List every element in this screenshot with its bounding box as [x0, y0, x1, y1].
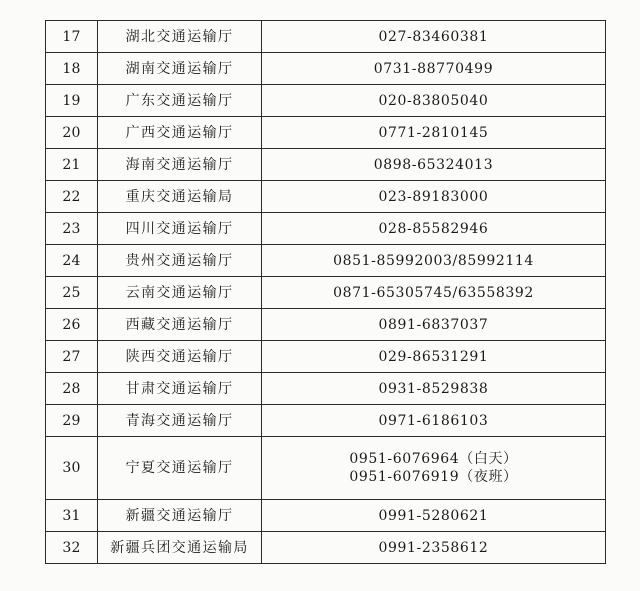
- organization-cell: 宁夏交通运输厅: [98, 437, 262, 500]
- row-number-cell: 26: [46, 309, 98, 341]
- contact-table-body: [46, 21, 606, 564]
- table-row: [46, 437, 606, 500]
- phone-cell: [262, 277, 606, 309]
- table-row: [46, 149, 606, 181]
- organization-cell: 广东交通运输厅: [98, 85, 262, 117]
- row-number-cell: 17: [46, 21, 98, 53]
- phone-number: 0851-85992003/85992114: [333, 252, 534, 269]
- row-number-cell: 23: [46, 213, 98, 245]
- phone-number: 0971-6186103: [378, 412, 489, 429]
- phone-number: 029-86531291: [378, 348, 489, 365]
- row-number-cell: 32: [46, 532, 98, 564]
- phone-cell: [262, 373, 606, 405]
- phone-number: 0771-2810145: [378, 124, 489, 141]
- phone-number: 028-85582946: [378, 220, 489, 237]
- phone-cell: [262, 117, 606, 149]
- row-number-cell: 24: [46, 245, 98, 277]
- row-number-cell: 31: [46, 500, 98, 532]
- row-number-cell: 30: [46, 437, 98, 500]
- table-row: [46, 181, 606, 213]
- row-number-cell: 21: [46, 149, 98, 181]
- row-number-cell: 20: [46, 117, 98, 149]
- row-number-cell: 19: [46, 85, 98, 117]
- phone-cell: [262, 21, 606, 53]
- table-row: [46, 117, 606, 149]
- phone-cell: [262, 341, 606, 373]
- organization-cell: 重庆交通运输局: [98, 181, 262, 213]
- organization-cell: 青海交通运输厅: [98, 405, 262, 437]
- table-row: [46, 532, 606, 564]
- phone-cell: [262, 405, 606, 437]
- phone-number: 023-89183000: [378, 188, 489, 205]
- row-number-cell: 25: [46, 277, 98, 309]
- row-number-cell: 22: [46, 181, 98, 213]
- table-row: [46, 85, 606, 117]
- contact-table: [45, 20, 606, 564]
- row-number-cell: 27: [46, 341, 98, 373]
- phone-number: 0991-5280621: [378, 507, 489, 524]
- table-row: [46, 21, 606, 53]
- phone-cell: [262, 437, 606, 500]
- table-row: [46, 405, 606, 437]
- table-row: [46, 53, 606, 85]
- table-row: [46, 500, 606, 532]
- table-row: [46, 341, 606, 373]
- phone-number: 0931-8529838: [378, 380, 489, 397]
- phone-cell: [262, 85, 606, 117]
- row-number-cell: 29: [46, 405, 98, 437]
- phone-cell: [262, 532, 606, 564]
- organization-cell: 湖北交通运输厅: [98, 21, 262, 53]
- table-row: [46, 309, 606, 341]
- phone-cell: [262, 181, 606, 213]
- organization-cell: 四川交通运输厅: [98, 213, 262, 245]
- phone-cell: [262, 213, 606, 245]
- table-row: [46, 373, 606, 405]
- table-row: [46, 277, 606, 309]
- phone-number: 027-83460381: [378, 28, 489, 45]
- organization-cell: 西藏交通运输厅: [98, 309, 262, 341]
- phone-number: 0951-6076919（夜班）: [349, 469, 518, 485]
- organization-cell: 甘肃交通运输厅: [98, 373, 262, 405]
- organization-cell: 陕西交通运输厅: [98, 341, 262, 373]
- row-number-cell: 18: [46, 53, 98, 85]
- phone-number: 0871-65305745/63558392: [333, 284, 534, 301]
- organization-cell: 贵州交通运输厅: [98, 245, 262, 277]
- row-number-cell: 28: [46, 373, 98, 405]
- organization-cell: 广西交通运输厅: [98, 117, 262, 149]
- phone-cell: [262, 53, 606, 85]
- organization-cell: 云南交通运输厅: [98, 277, 262, 309]
- organization-cell: 湖南交通运输厅: [98, 53, 262, 85]
- phone-number: 020-83805040: [378, 92, 489, 109]
- phone-cell: [262, 149, 606, 181]
- organization-cell: 海南交通运输厅: [98, 149, 262, 181]
- phone-number: 0898-65324013: [373, 156, 494, 173]
- phone-cell: [262, 309, 606, 341]
- table-row: [46, 245, 606, 277]
- phone-cell: [262, 245, 606, 277]
- phone-cell: [262, 500, 606, 532]
- phone-number: 0991-2358612: [378, 539, 489, 556]
- organization-cell: 新疆交通运输厅: [98, 500, 262, 532]
- phone-number: 0731-88770499: [373, 60, 494, 77]
- phone-number: 0951-6076964（白天）: [349, 451, 518, 467]
- phone-number: 0891-6837037: [378, 316, 489, 333]
- organization-cell: 新疆兵团交通运输局: [98, 532, 262, 564]
- table-row: [46, 213, 606, 245]
